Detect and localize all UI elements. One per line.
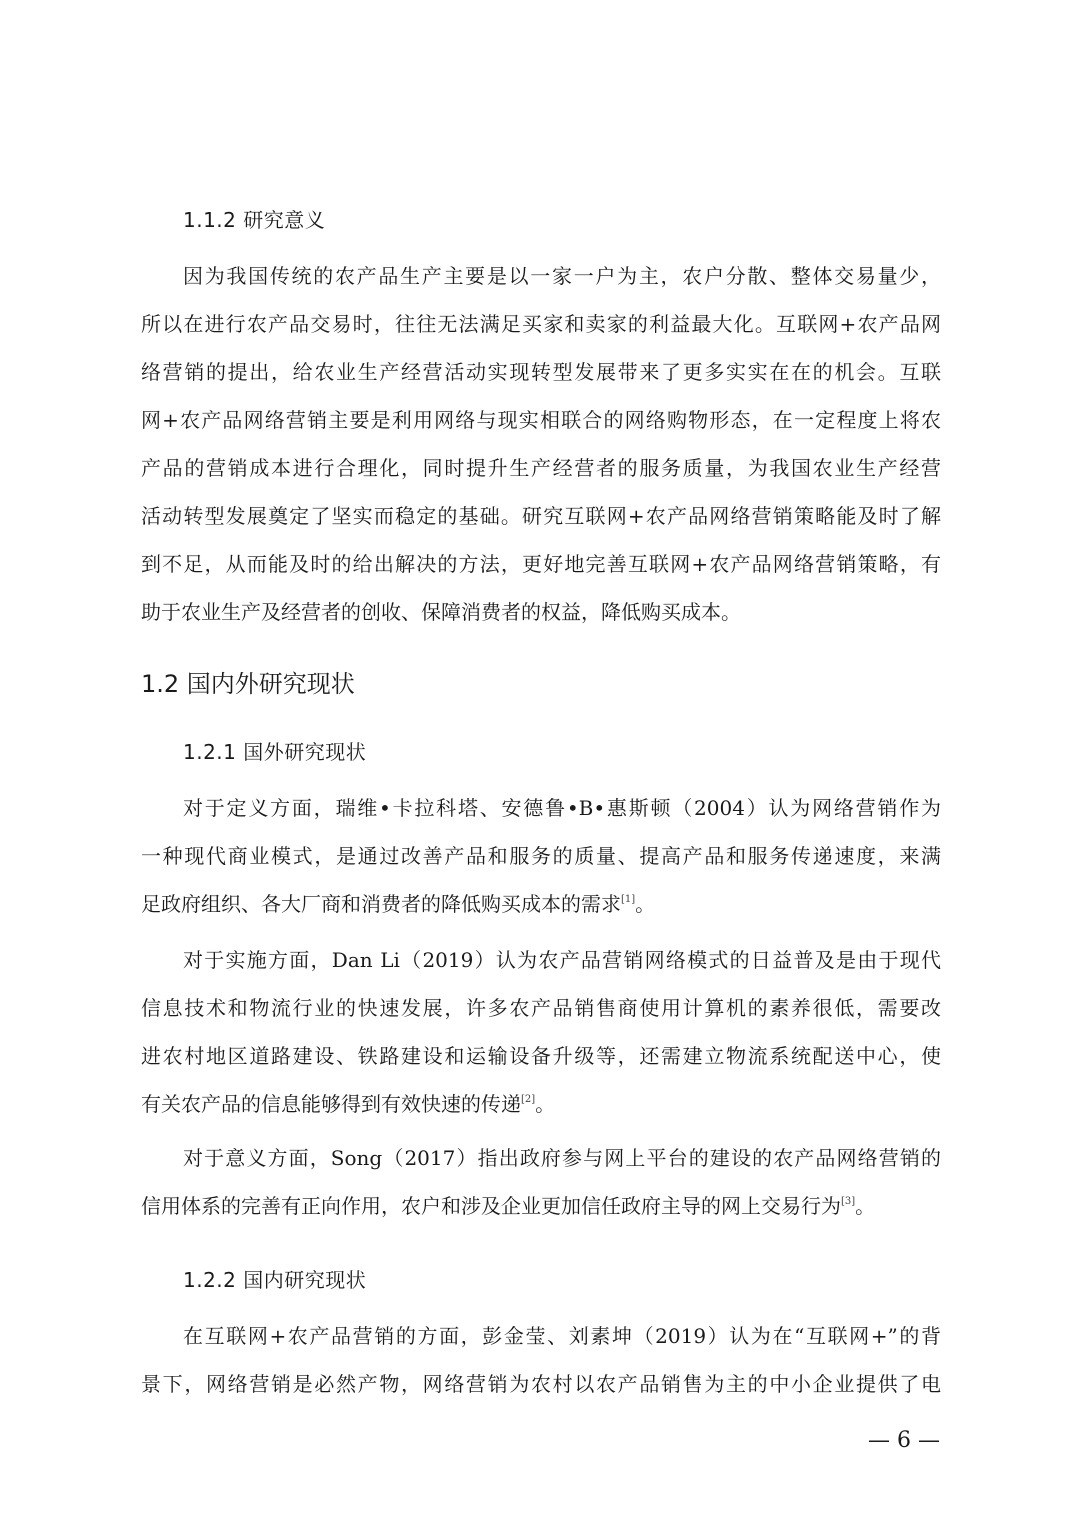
paragraph-line: 所以在进行农产品交易时，往往无法满足买家和卖家的利益最大化。互联网+农产品网: [141, 312, 941, 336]
section-heading-1-2-2: 1.2.2 国内研究现状: [183, 1268, 367, 1292]
paragraph-line: 在互联网+农产品营销的方面，彭金莹、刘素坤（2019）认为在“互联网+”的背: [183, 1324, 941, 1348]
section-heading-1-1-2: 1.1.2 研究意义: [183, 208, 326, 232]
paragraph-line: 活动转型发展奠定了坚实而稳定的基础。研究互联网+农产品网络营销策略能及时了解: [141, 504, 941, 528]
paragraph-line: 信息技术和物流行业的快速发展，许多农产品销售商使用计算机的素养很低，需要改: [141, 996, 941, 1020]
section-heading-1-2-1: 1.2.1 国外研究现状: [183, 740, 367, 764]
paragraph-text: 足政府组织、各大厂商和消费者的降低购买成本的需求: [141, 892, 621, 916]
paragraph-line: 一种现代商业模式，是通过改善产品和服务的质量、提高产品和服务传递速度，来满: [141, 844, 941, 868]
paragraph-line: [141, 1092, 941, 1116]
paragraph-line: 进农村地区道路建设、铁路建设和运输设备升级等，还需建立物流系统配送中心，使: [141, 1044, 941, 1068]
paragraph-line: 到不足，从而能及时的给出解决的方法，更好地完善互联网+农产品网络营销策略，有: [141, 552, 941, 576]
paragraph-text: 信用体系的完善有正向作用，农户和涉及企业更加信任政府主导的网上交易行为: [141, 1194, 841, 1218]
citation-ref-1: [1]: [621, 894, 636, 905]
paragraph-line: 对于实施方面，Dan Li（2019）认为农产品营销网络模式的日益普及是由于现代: [183, 948, 941, 972]
paragraph-line: 助于农业生产及经营者的创收、保障消费者的权益，降低购买成本。: [141, 600, 741, 624]
citation-ref-3: [3]: [841, 1196, 856, 1207]
paragraph-line: [141, 892, 941, 916]
paragraph-line: 络营销的提出，给农业生产经营活动实现转型发展带来了更多实实在在的机会。互联: [141, 360, 941, 384]
paragraph-end: 。: [635, 892, 656, 916]
section-heading-1-2: 1.2 国内外研究现状: [141, 670, 355, 698]
paragraph-line: [141, 1194, 941, 1218]
paragraph-line: 产品的营销成本进行合理化，同时提升生产经营者的服务质量，为我国农业生产经营: [141, 456, 941, 480]
page-number: — 6 —: [868, 1428, 940, 1453]
paragraph-line: 对于意义方面，Song（2017）指出政府参与网上平台的建设的农产品网络营销的: [183, 1146, 941, 1170]
paragraph-line: 网+农产品网络营销主要是利用网络与现实相联合的网络购物形态，在一定程度上将农: [141, 408, 941, 432]
paragraph-end: 。: [535, 1092, 556, 1116]
paragraph-end: 。: [855, 1194, 876, 1218]
paragraph-line: 景下，网络营销是必然产物，网络营销为农村以农产品销售为主的中小企业提供了电: [141, 1372, 941, 1396]
paragraph-text: 有关农产品的信息能够得到有效快速的传递: [141, 1092, 521, 1116]
paragraph-line: 因为我国传统的农产品生产主要是以一家一户为主，农户分散、整体交易量少，: [183, 264, 941, 288]
citation-ref-2: [2]: [521, 1094, 536, 1105]
paragraph-line: 对于定义方面，瑞维•卡拉科塔、安德鲁•B•惠斯顿（2004）认为网络营销作为: [183, 796, 941, 820]
